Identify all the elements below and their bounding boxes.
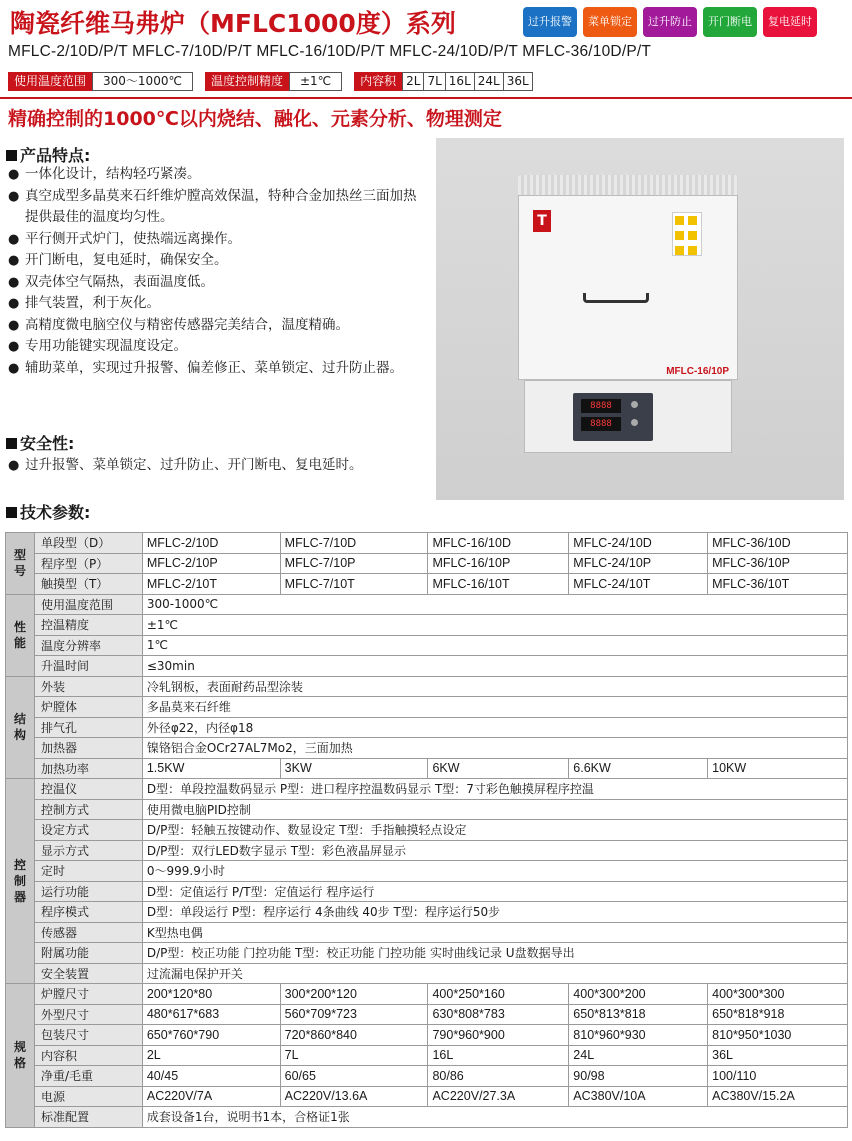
table-row bbox=[6, 717, 848, 738]
param-name: 包装尺寸 bbox=[34, 1025, 142, 1046]
table-cell: 6KW bbox=[428, 758, 569, 779]
param-name: 炉膛体 bbox=[34, 697, 142, 718]
table-cell: 3KW bbox=[280, 758, 428, 779]
param-name: 触摸型（T） bbox=[34, 574, 142, 595]
table-cell: 使用微电脑PID控制 bbox=[142, 799, 847, 820]
group-label: 控制器 bbox=[6, 779, 35, 984]
feature-tag: 菜单锁定 bbox=[583, 7, 637, 37]
knob-icon bbox=[631, 401, 638, 408]
features-list bbox=[8, 164, 428, 379]
capacity-option: 7L bbox=[424, 72, 445, 91]
table-cell: 720*860*840 bbox=[280, 1025, 428, 1046]
table-cell: K型热电偶 bbox=[142, 922, 847, 943]
param-name: 炉膛尺寸 bbox=[34, 984, 142, 1005]
table-cell: MFLC-7/10T bbox=[280, 574, 428, 595]
features-heading: 产品特点: bbox=[6, 143, 90, 166]
capacity-option: 16L bbox=[446, 72, 475, 91]
list-item-text: 开门断电，复电延时，确保安全。 bbox=[25, 252, 228, 268]
table-cell: 200*120*80 bbox=[142, 984, 280, 1005]
list-item bbox=[8, 164, 428, 186]
model-label: MFLC-16/10P bbox=[666, 366, 729, 377]
table-row bbox=[6, 840, 848, 861]
param-name: 电源 bbox=[34, 1086, 142, 1107]
param-name: 单段型（D） bbox=[34, 533, 142, 554]
table-cell: AC220V/7A bbox=[142, 1086, 280, 1107]
table-row bbox=[6, 963, 848, 984]
table-row bbox=[6, 697, 848, 718]
list-item bbox=[8, 250, 428, 272]
param-name: 内容积 bbox=[34, 1045, 142, 1066]
table-cell: MFLC-24/10D bbox=[569, 533, 708, 554]
furnace-illustration bbox=[518, 175, 738, 453]
list-item-text: 过升报警、菜单锁定、过升防止、开门断电、复电延时。 bbox=[25, 457, 363, 473]
control-panel bbox=[573, 393, 653, 441]
capacity-option: 24L bbox=[475, 72, 504, 91]
table-row bbox=[6, 902, 848, 923]
group-label: 结构 bbox=[6, 676, 35, 779]
bullet-dot-icon: ● bbox=[8, 458, 20, 473]
spec-strip bbox=[8, 72, 533, 91]
table-cell: 300-1000℃ bbox=[142, 594, 847, 615]
param-name: 控制方式 bbox=[34, 799, 142, 820]
table-cell: 0～999.9小时 bbox=[142, 861, 847, 882]
param-name: 程序模式 bbox=[34, 902, 142, 923]
param-name: 温度分辨率 bbox=[34, 635, 142, 656]
bullet-dot-icon: ● bbox=[8, 274, 20, 290]
table-row bbox=[6, 1086, 848, 1107]
warning-labels bbox=[672, 212, 702, 256]
table-cell: AC380V/15.2A bbox=[708, 1086, 848, 1107]
table-row bbox=[6, 738, 848, 759]
table-row bbox=[6, 758, 848, 779]
feature-tags bbox=[523, 7, 817, 37]
display-screen: 8888 bbox=[581, 399, 621, 413]
list-item-text: 一体化设计，结构轻巧紧凑。 bbox=[25, 166, 201, 182]
product-photo bbox=[436, 138, 844, 500]
feature-tag: 开门断电 bbox=[703, 7, 757, 37]
table-cell: 16L bbox=[428, 1045, 569, 1066]
param-name: 定时 bbox=[34, 861, 142, 882]
table-cell: 100/110 bbox=[708, 1066, 848, 1087]
table-row bbox=[6, 779, 848, 800]
table-cell: D型：定值运行 P/T型：定值运行 程序运行 bbox=[142, 881, 847, 902]
list-item bbox=[8, 229, 428, 251]
bullet-dot-icon: ● bbox=[8, 167, 20, 182]
table-cell: MFLC-36/10D bbox=[708, 533, 848, 554]
square-bullet-icon bbox=[6, 438, 17, 449]
list-item-text: 专用功能键实现温度设定。 bbox=[25, 338, 187, 354]
temp-range-label: 使用温度范围 bbox=[8, 72, 92, 91]
bullet-dot-icon: ● bbox=[8, 360, 20, 376]
bullet-dot-icon: ● bbox=[8, 188, 20, 204]
table-cell: AC380V/10A bbox=[569, 1086, 708, 1107]
table-row bbox=[6, 1107, 848, 1128]
group-label: 性能 bbox=[6, 594, 35, 676]
table-cell: 镍铬铝合金OCr27AL7Mo2，三面加热 bbox=[142, 738, 847, 759]
bullet-dot-icon: ● bbox=[8, 296, 20, 311]
table-row bbox=[6, 881, 848, 902]
capacity-option: 36L bbox=[504, 72, 533, 91]
safety-list bbox=[8, 455, 428, 477]
table-cell: 1℃ bbox=[142, 635, 847, 656]
list-item bbox=[8, 455, 428, 477]
table-cell: 560*709*723 bbox=[280, 1004, 428, 1025]
list-item bbox=[8, 336, 428, 358]
param-name: 安全装置 bbox=[34, 963, 142, 984]
table-cell: 过流漏电保护开关 bbox=[142, 963, 847, 984]
table-cell: 成套设备1台，说明书1本，合格证1张 bbox=[142, 1107, 847, 1128]
table-cell: 外径φ22，内径φ18 bbox=[142, 717, 847, 738]
table-cell: MFLC-16/10P bbox=[428, 553, 569, 574]
precision-value: ±1℃ bbox=[289, 72, 342, 91]
param-name: 净重/毛重 bbox=[34, 1066, 142, 1087]
table-cell: 36L bbox=[708, 1045, 848, 1066]
table-cell: 7L bbox=[280, 1045, 428, 1066]
table-cell: 400*250*160 bbox=[428, 984, 569, 1005]
param-name: 外装 bbox=[34, 676, 142, 697]
table-row bbox=[6, 553, 848, 574]
table-cell: MFLC-2/10P bbox=[142, 553, 280, 574]
table-row bbox=[6, 615, 848, 636]
vent-top bbox=[518, 175, 738, 197]
table-cell: 400*300*200 bbox=[569, 984, 708, 1005]
table-cell: MFLC-36/10T bbox=[708, 574, 848, 595]
bullet-dot-icon: ● bbox=[8, 231, 20, 247]
table-cell: MFLC-7/10D bbox=[280, 533, 428, 554]
divider bbox=[0, 97, 852, 99]
bullet-dot-icon: ● bbox=[8, 317, 20, 333]
table-cell: 650*760*790 bbox=[142, 1025, 280, 1046]
table-row bbox=[6, 533, 848, 554]
table-cell: 90/98 bbox=[569, 1066, 708, 1087]
param-name: 升温时间 bbox=[34, 656, 142, 677]
param-name: 控温精度 bbox=[34, 615, 142, 636]
table-row bbox=[6, 1025, 848, 1046]
table-cell: D/P型：校正功能 门控功能 T型：校正功能 门控功能 实时曲线记录 U盘数据导出 bbox=[142, 943, 847, 964]
table-row bbox=[6, 1004, 848, 1025]
subtitle: 精确控制的1000℃以内烧结、融化、元素分析、物理测定 bbox=[8, 108, 502, 130]
table-cell: MFLC-7/10P bbox=[280, 553, 428, 574]
table-row bbox=[6, 1066, 848, 1087]
param-name: 使用温度范围 bbox=[34, 594, 142, 615]
table-cell: ±1℃ bbox=[142, 615, 847, 636]
param-name: 控温仪 bbox=[34, 779, 142, 800]
page-title: 陶瓷纤维马弗炉（MFLC1000度）系列 bbox=[10, 9, 456, 38]
table-row bbox=[6, 984, 848, 1005]
table-cell: MFLC-2/10T bbox=[142, 574, 280, 595]
param-name: 设定方式 bbox=[34, 820, 142, 841]
table-cell: D/P型：轻触五按键动作、数显设定 T型：手指触摸轻点设定 bbox=[142, 820, 847, 841]
table-cell: 650*818*918 bbox=[708, 1004, 848, 1025]
param-name: 运行功能 bbox=[34, 881, 142, 902]
table-cell: 1.5KW bbox=[142, 758, 280, 779]
table-cell: 60/65 bbox=[280, 1066, 428, 1087]
list-item-text: 双壳体空气隔热，表面温度低。 bbox=[25, 273, 214, 290]
control-base bbox=[524, 380, 732, 453]
table-cell: MFLC-16/10D bbox=[428, 533, 569, 554]
param-name: 加热功率 bbox=[34, 758, 142, 779]
table-cell: MFLC-24/10P bbox=[569, 553, 708, 574]
bullet-dot-icon: ● bbox=[8, 253, 20, 268]
door-handle bbox=[583, 293, 649, 303]
model-list: MFLC-2/10D/P/T MFLC-7/10D/P/T MFLC-16/10D/P/T MFLC-24/10D/P/T MFLC-36/10D/P/T bbox=[8, 43, 652, 60]
list-item bbox=[8, 293, 428, 315]
furnace-door bbox=[518, 195, 738, 380]
table-row bbox=[6, 635, 848, 656]
table-cell: 630*808*783 bbox=[428, 1004, 569, 1025]
table-cell: 6.6KW bbox=[569, 758, 708, 779]
table-cell: 24L bbox=[569, 1045, 708, 1066]
table-cell: 790*960*900 bbox=[428, 1025, 569, 1046]
table-cell: 40/45 bbox=[142, 1066, 280, 1087]
table-row bbox=[6, 574, 848, 595]
list-item-text: 平行侧开式炉门，使热端远离操作。 bbox=[25, 230, 241, 247]
table-row bbox=[6, 799, 848, 820]
table-cell: 冷轧钢板，表面耐药品型涂装 bbox=[142, 676, 847, 697]
table-cell: 多晶莫来石纤维 bbox=[142, 697, 847, 718]
capacity-option: 2L bbox=[402, 72, 424, 91]
param-name: 排气孔 bbox=[34, 717, 142, 738]
list-item-text: 高精度微电脑空仪与精密传感器完美结合，温度精确。 bbox=[25, 316, 349, 333]
table-row bbox=[6, 922, 848, 943]
table-cell: 810*960*930 bbox=[569, 1025, 708, 1046]
param-name: 附属功能 bbox=[34, 943, 142, 964]
table-cell: 480*617*683 bbox=[142, 1004, 280, 1025]
table-cell: 400*300*300 bbox=[708, 984, 848, 1005]
brand-logo: T bbox=[533, 210, 551, 232]
knob-icon bbox=[631, 419, 638, 426]
table-cell: MFLC-36/10P bbox=[708, 553, 848, 574]
table-cell: 10KW bbox=[708, 758, 848, 779]
precision-label: 温度控制精度 bbox=[205, 72, 289, 91]
table-cell: 650*813*818 bbox=[569, 1004, 708, 1025]
table-cell: D/P型：双行LED数字显示 T型：彩色液晶屏显示 bbox=[142, 840, 847, 861]
square-bullet-icon bbox=[6, 507, 17, 518]
square-bullet-icon bbox=[6, 150, 17, 161]
bullet-dot-icon: ● bbox=[8, 339, 20, 354]
table-row bbox=[6, 676, 848, 697]
table-cell: MFLC-16/10T bbox=[428, 574, 569, 595]
group-label: 规格 bbox=[6, 984, 35, 1128]
list-item-text: 辅助菜单，实现过升报警、偏差修正、菜单锁定、过升防止器。 bbox=[25, 359, 403, 376]
list-item-text: 真空成型多晶莫来石纤维炉膛高效保温，特种合金加热丝三面加热提供最佳的温度均匀性。 bbox=[25, 187, 417, 225]
table-cell: 810*950*1030 bbox=[708, 1025, 848, 1046]
table-cell: AC220V/13.6A bbox=[280, 1086, 428, 1107]
table-row bbox=[6, 943, 848, 964]
list-item-text: 排气装置，利于灰化。 bbox=[25, 295, 160, 311]
param-name: 外型尺寸 bbox=[34, 1004, 142, 1025]
list-item bbox=[8, 358, 428, 380]
table-cell: MFLC-24/10T bbox=[569, 574, 708, 595]
temp-range-value: 300～1000℃ bbox=[92, 72, 193, 91]
table-row bbox=[6, 1045, 848, 1066]
param-name: 标准配置 bbox=[34, 1107, 142, 1128]
table-cell: 300*200*120 bbox=[280, 984, 428, 1005]
table-cell: 2L bbox=[142, 1045, 280, 1066]
param-name: 显示方式 bbox=[34, 840, 142, 861]
list-item bbox=[8, 315, 428, 337]
table-row bbox=[6, 820, 848, 841]
table-cell: D型：单段运行 P型：程序运行 4条曲线 40步 T型：程序运行50步 bbox=[142, 902, 847, 923]
param-name: 程序型（P） bbox=[34, 553, 142, 574]
table-cell: ≤30min bbox=[142, 656, 847, 677]
specs-heading: 技术参数: bbox=[6, 500, 90, 523]
feature-tag: 复电延时 bbox=[763, 7, 817, 37]
table-cell: AC220V/27.3A bbox=[428, 1086, 569, 1107]
capacity-label: 内容积 bbox=[354, 72, 402, 91]
display-screen: 8888 bbox=[581, 417, 621, 431]
table-cell: MFLC-2/10D bbox=[142, 533, 280, 554]
safety-heading: 安全性: bbox=[6, 431, 74, 454]
group-label: 型号 bbox=[6, 533, 35, 595]
table-cell: D型：单段控温数码显示 P型：进口程序控温数码显示 T型：7寸彩色触摸屏程序控温 bbox=[142, 779, 847, 800]
spec-table bbox=[5, 532, 848, 1128]
list-item bbox=[8, 272, 428, 294]
table-row bbox=[6, 656, 848, 677]
list-item bbox=[8, 186, 428, 229]
feature-tag: 过升报警 bbox=[523, 7, 577, 37]
table-row bbox=[6, 861, 848, 882]
table-row bbox=[6, 594, 848, 615]
param-name: 加热器 bbox=[34, 738, 142, 759]
feature-tag: 过升防止 bbox=[643, 7, 697, 37]
param-name: 传感器 bbox=[34, 922, 142, 943]
table-cell: 80/86 bbox=[428, 1066, 569, 1087]
